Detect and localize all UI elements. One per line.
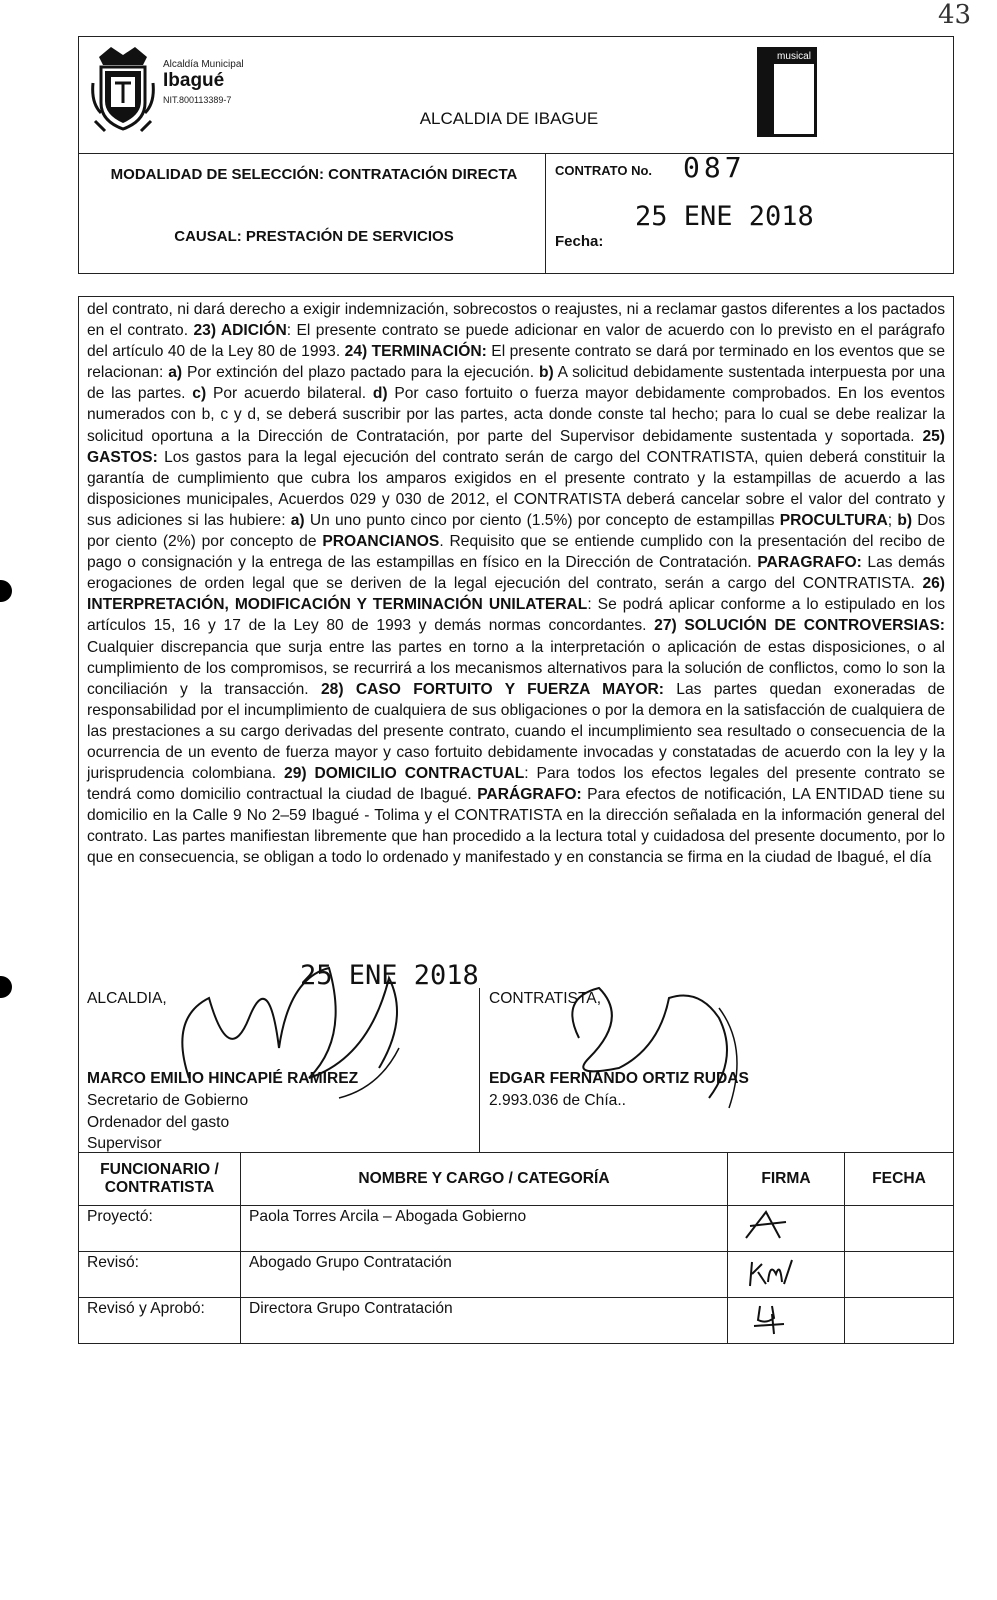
modalidad-cell: [79, 154, 546, 273]
clause-heading: 25) GASTOS:: [87, 427, 945, 466]
signer-role: Ordenador del gasto: [87, 1113, 230, 1131]
alcaldia-label: ALCALDIA,: [87, 990, 167, 1007]
fecha-label: Fecha:: [555, 233, 604, 250]
signer-role: Secretario de Gobierno: [87, 1092, 249, 1109]
clause-heading: 28) CASO FORTUITO Y FUERZA MAYOR:: [320, 680, 664, 698]
logo-city: Ibagué: [163, 70, 225, 91]
contratista-name: EDGAR FERNANDO ORTIZ RUDAS: [489, 1070, 749, 1087]
causal-text: CAUSAL: PRESTACIÓN DE SERVICIOS: [174, 228, 454, 245]
page-number-mark: 43: [938, 0, 972, 30]
contrato-label: CONTRATO No.: [555, 163, 653, 178]
clause-text: del contrato, ni dará derecho a exigir indemnización, sobrecostos o reajustes, ni a reclamar gastos diferentes a los pactados en el contrato.: [87, 301, 945, 340]
signer-role: Supervisor: [87, 1135, 162, 1152]
reviewer-signature-cell: [728, 1206, 845, 1252]
table-row: [79, 1252, 954, 1298]
reviewer-date: [845, 1252, 954, 1298]
initials-signature: [736, 1208, 796, 1244]
clause-text: El presente contrato se dará por terminado en los eventos que se relacionan:: [87, 343, 945, 382]
logo-nit: NIT.800113389-7: [163, 94, 232, 105]
reviewer-role: Proyectó:: [79, 1206, 241, 1252]
clause-text: : El presente contrato se puede adicionar en valor de acuerdo con lo previsto en el parágrafo del artículo 40 de la Ley 80 de 1993.: [87, 322, 945, 361]
header-title: ALCALDIA DE IBAGUE: [419, 109, 599, 128]
reviewer-role: Revisó y Aprobó:: [79, 1298, 241, 1344]
signature-divider: [479, 988, 480, 1152]
logo-subtitle: Alcaldía Municipal: [163, 59, 244, 70]
review-table-header: [79, 1153, 954, 1206]
contratista-id: 2.993.036 de Chía..: [489, 1092, 626, 1109]
header-top-row: [79, 37, 953, 154]
ibague-musical-logo-icon: musical: [757, 47, 817, 137]
col-firma: FIRMA: [728, 1153, 845, 1206]
alcaldia-signer-roles: [87, 1090, 248, 1155]
contrato-number: 087: [683, 151, 746, 184]
reviewer-signature-cell: [728, 1252, 845, 1298]
table-row: [79, 1298, 954, 1344]
punch-hole-top: [0, 580, 12, 602]
ibague-crest-icon: [91, 43, 155, 133]
reviewer-signature-cell: [728, 1298, 845, 1344]
reviewer-date: [845, 1298, 954, 1344]
contract-body: [78, 296, 954, 988]
fecha-stamp: 25 ENE 2018: [635, 201, 814, 232]
reviewer-date: [845, 1206, 954, 1252]
reviewer-role: Revisó:: [79, 1252, 241, 1298]
reviewer-name: Directora Grupo Contratación: [241, 1298, 728, 1344]
initials-signature: [736, 1254, 796, 1290]
contratista-label: CONTRATISTA,: [489, 990, 602, 1007]
col-nombre-cargo: NOMBRE Y CARGO / CATEGORÍA: [241, 1153, 728, 1206]
col-funcionario: FUNCIONARIO / CONTRATISTA: [79, 1153, 241, 1206]
table-row: [79, 1206, 954, 1252]
clause-heading: 23) ADICIÓN: [193, 322, 287, 340]
contract-clauses: del contrato, ni dará derecho a exigir indemnización, sobrecostos o reajustes, ni a reclamar gastos diferentes a los pactados en el contrato. 23) ADICIÓN: El presente contrato se puede adicionar en valor de acuerdo con lo previsto en el parágrafo del artículo 40 de la Ley 80 de 1993. 24) TERMINACIÓN: El presente contrato se dará por terminado en los eventos que se relacionan: a) Por extinción del plazo pactado para la ejecución. b) A solicitud debidamente sustentada interpuesta por una de las partes. c) Por acuerdo bilateral. d) Por caso fortuito o fuerza mayor debidamente comprobados. En los eventos numerados con b, c y d, se deberá suscribir por las partes, acta donde conste tal hecho; para lo cual se debe realizar la solicitud oportuna a la Dirección de Contratación, por parte del Supervisor debidamente sustentada y soportada. 25) GASTOS: Los gastos para la legal ejecución del contrato serán de cargo del CONTRATISTA, quien deberá constituir la garantía de cumplimiento que cubra los amparos exigidos en el presente contrato y la estampillas de acuerdo a las disposiciones municipales, Acuerdos 029 y 030 de 2012, el CONTRATISTA deberá cancelar sobre el valor del contrato y sus adiciones si las hubiere: a) Un uno punto cinco por ciento (1.5%) por concepto de estampillas PROCULTURA; b) Dos por ciento (2%) por concepto de PROANCIANOS. Requisito que se entiende cumplido con la presentación del recibo de pago o consignación y la entrega de las estampillas en físico en la Dirección de Contratación. PARAGRAFO: Las demás erogaciones de orden legal que se deriven de la legal ejecución del contrato, serán a cargo del CONTRATISTA. 26) INTERPRETACIÓN, MODIFICACIÓN Y TERMINACIÓN UNILATERAL: Se podrá aplicar conforme a lo estipulado en los artículos 15, 16 y 17 de la Ley 80 de 1993 y demás normas concordantes. 27) SOLUCIÓN DE CONTROVERSIAS: Cualquier discrepancia que surja entre las partes en torno a la interpretación o aplicación de estas disposiciones, o al cumplimiento de los compromisos, se recurrirá a los mecanismos alternativos para la solución de conflictos, como lo son la conciliación y la transacción. 28) CASO FORTUITO Y FUERZA MAYOR: Las partes quedan exoneradas de responsabilidad por el incumplimiento de cualquiera de sus obligaciones o por la demora en la satisfacción de cualquiera de las prestaciones a su cargo derivadas del presente contrato, cuando el incumplimiento sea resultado o consecuencia de la ocurrencia de un evento de fuerza mayor y caso fortuito debidamente invocadas y constatadas de acuerdo con la ley y la jurisprudencia colombiana. 29) DOMICILIO CONTRACTUAL: Para todos los efectos legales del presente contrato se tendrá como domicilio contractual la ciudad de Ibagué. PARÁGRAFO: Para efectos de notificación, LA ENTIDAD tiene su domicilio en la Calle 9 No 2–59 Ibagué - Tolima y el CONTRATISTA en la dirección señalada en la información general del contrato. Las partes manifiestan libremente que han procedido a la lectura total y cuidadosa del presente documento, por lo que en consecuencia, se obligan a todo lo ordenado y manifestado y en constancia se firma en la ciudad de Ibagué, el día: [87, 301, 946, 867]
clause-heading: PARÁGRAFO:: [477, 786, 582, 804]
clause-heading: 29) DOMICILIO CONTRACTUAL: [284, 765, 525, 783]
initials-signature: [736, 1300, 796, 1336]
signature-block: [78, 988, 954, 1152]
reviewer-name: Paola Torres Arcila – Abogada Gobierno: [241, 1206, 728, 1252]
clause-heading: PARAGRAFO:: [757, 554, 862, 572]
reviewer-name: Abogado Grupo Contratación: [241, 1252, 728, 1298]
alcaldia-signer-name: MARCO EMILIO HINCAPIÉ RAMIREZ: [87, 1070, 359, 1087]
review-table: [78, 1152, 954, 1344]
signing-date-stamp: 25 ENE 2018: [300, 960, 479, 991]
document-header: [78, 36, 954, 274]
clause-heading: 24) TERMINACIÓN:: [344, 343, 487, 361]
logo-text: [163, 59, 244, 106]
punch-hole-bottom: [0, 976, 12, 998]
clause-heading: 27) SOLUCIÓN DE CONTROVERSIAS:: [654, 617, 945, 635]
modalidad-text: MODALIDAD DE SELECCIÓN: CONTRATACIÓN DIRECTA: [110, 166, 518, 183]
clause-heading: 26) INTERPRETACIÓN, MODIFICACIÓN Y TERMINACIÓN UNILATERAL: [87, 575, 945, 614]
col-fecha: FECHA: [845, 1153, 954, 1206]
